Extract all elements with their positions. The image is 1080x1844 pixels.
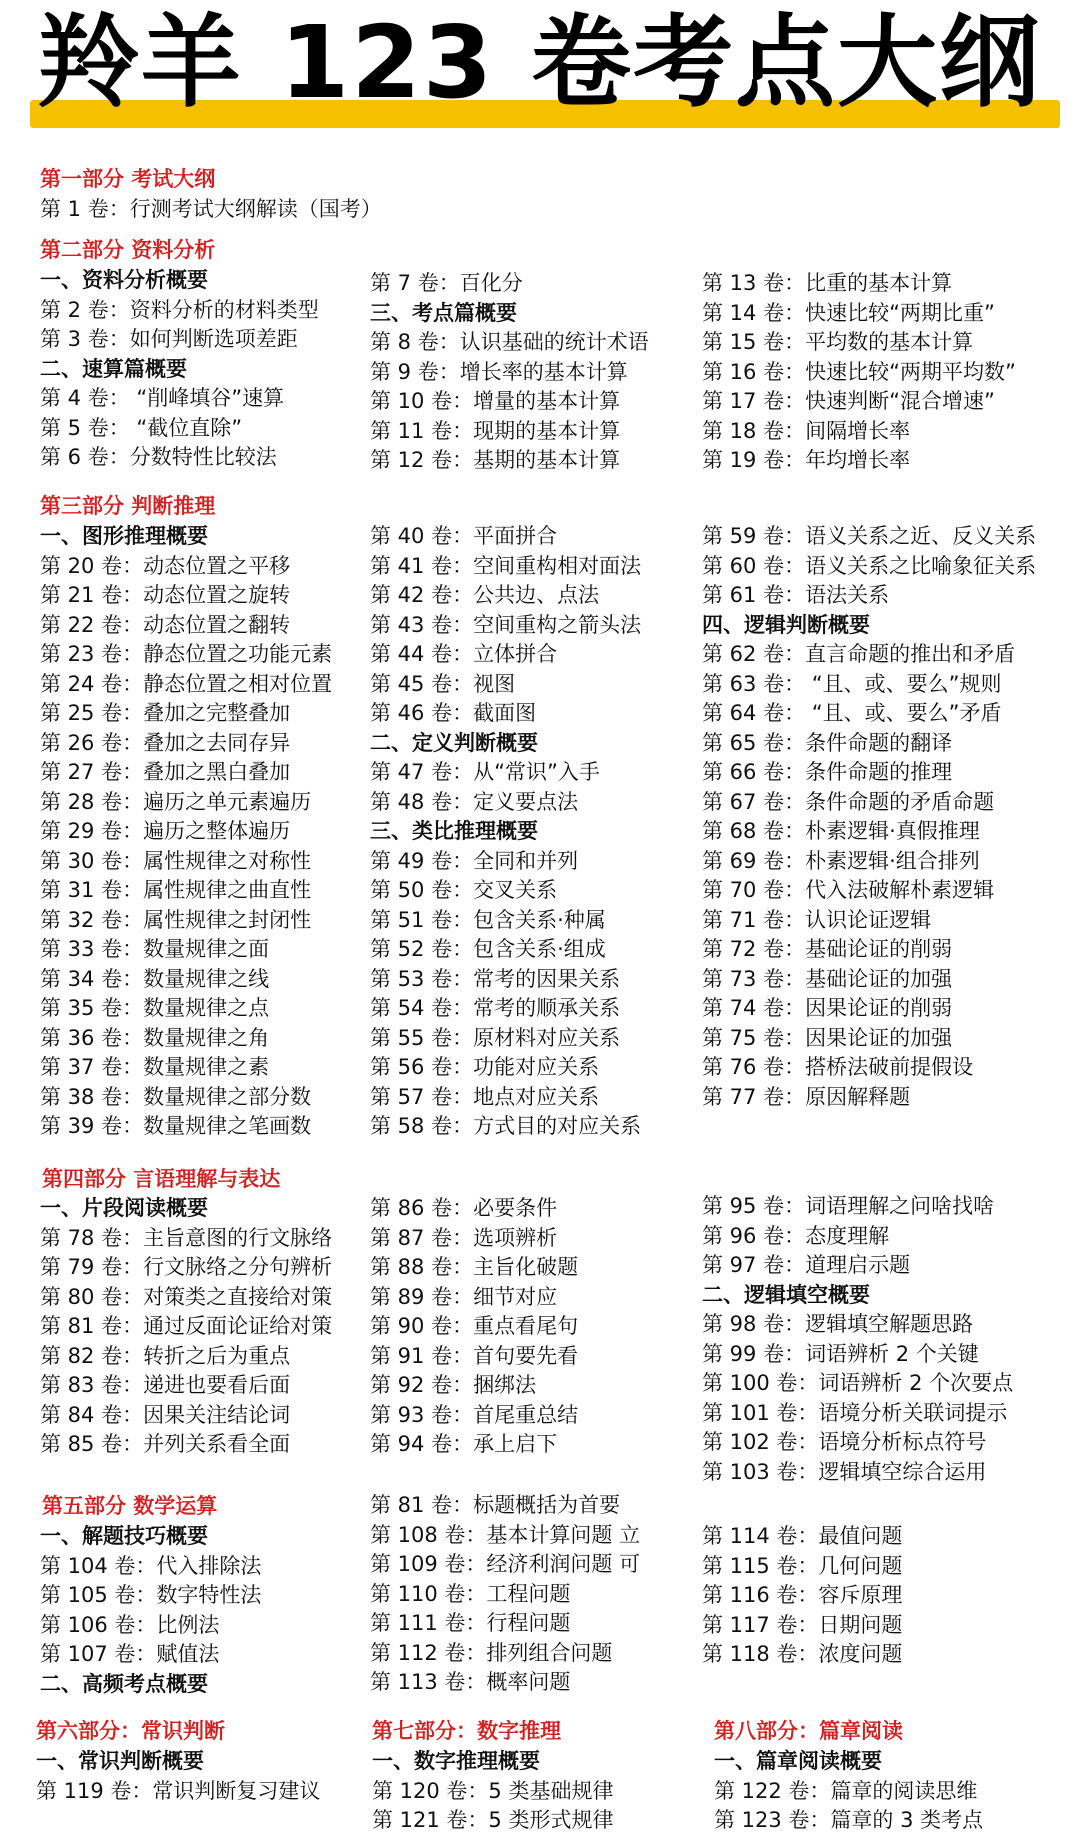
subsection-heading: 四、逻辑判断概要 <box>702 612 870 637</box>
volume-entry: 第 9 卷：增长率的基本计算 <box>370 359 628 384</box>
volume-entry: 第 73 卷：基础论证的加强 <box>702 966 953 991</box>
volume-entry: 第 116 卷：容斥原理 <box>702 1583 903 1607</box>
volume-entry: 第 24 卷：静态位置之相对位置 <box>40 671 333 696</box>
outline-column <box>372 1747 613 1836</box>
volume-entry: 第 54 卷：常考的顺承关系 <box>370 996 621 1020</box>
volume-entry: 第 117 卷：日期问题 <box>702 1612 903 1637</box>
volume-entry: 第 101 卷：语境分析关联词提示 <box>702 1400 1008 1425</box>
subsection-heading: 一、解题技巧概要 <box>40 1524 208 1548</box>
outline-column <box>370 1491 640 1698</box>
volume-entry: 第 88 卷：主旨化破题 <box>370 1255 579 1279</box>
volume-entry: 第 56 卷：功能对应关系 <box>370 1055 600 1079</box>
volume-entry: 第 50 卷：交叉关系 <box>370 878 558 902</box>
volume-entry: 第 59 卷：语义关系之近、反义关系 <box>702 524 1037 548</box>
volume-entry: 第 40 卷：平面拼合 <box>370 524 558 548</box>
volume-entry: 第 118 卷：浓度问题 <box>702 1642 903 1666</box>
volume-entry: 第 20 卷：动态位置之平移 <box>40 553 291 578</box>
section-header: 第二部分 资料分析 <box>40 238 216 262</box>
volume-entry: 第 69 卷：朴素逻辑·组合排列 <box>702 848 980 873</box>
volume-entry: 第 30 卷：属性规律之对称性 <box>40 848 312 873</box>
subsection-heading: 二、定义判断概要 <box>370 730 538 755</box>
volume-entry: 第 107 卷：赋值法 <box>40 1642 220 1666</box>
volume-entry: 第 41 卷：空间重构相对面法 <box>370 553 642 578</box>
volume-entry: 第 1 卷：行测考试大纲解读（国考） <box>40 197 382 221</box>
volume-entry: 第 19 卷：年均增长率 <box>702 448 911 472</box>
volume-entry: 第 79 卷：行文脉络之分句辨析 <box>40 1255 333 1279</box>
volume-entry: 第 26 卷：叠加之去同存异 <box>40 730 291 755</box>
volume-entry: 第 87 卷：选项辨析 <box>370 1225 558 1250</box>
section-header: 第一部分 考试大纲 <box>40 167 216 191</box>
volume-entry: 第 122 卷：篇章的阅读思维 <box>714 1778 978 1803</box>
volume-entry: 第 32 卷：属性规律之封闭性 <box>40 907 312 932</box>
volume-entry: 第 75 卷：因果论证的加强 <box>702 1025 953 1050</box>
outline-column <box>702 269 1016 476</box>
volume-entry: 第 25 卷：叠加之完整叠加 <box>40 701 291 725</box>
volume-entry: 第 45 卷：视图 <box>370 671 516 696</box>
volume-entry: 第 42 卷：公共边、点法 <box>370 583 600 607</box>
volume-entry: 第 82 卷：转折之后为重点 <box>40 1343 291 1368</box>
volume-entry: 第 2 卷：资料分析的材料类型 <box>40 297 319 322</box>
volume-entry: 第 39 卷：数量规律之笔画数 <box>40 1114 312 1138</box>
subsection-heading: 二、速算篇概要 <box>40 356 187 381</box>
section-header: 第七部分：数字推理 <box>372 1719 561 1743</box>
volume-entry: 第 28 卷：遍历之单元素遍历 <box>40 789 312 814</box>
volume-entry: 第 58 卷：方式目的对应关系 <box>370 1114 642 1138</box>
volume-entry: 第 37 卷：数量规律之素 <box>40 1055 270 1079</box>
volume-entry: 第 100 卷：词语辨析 2 个次要点 <box>702 1371 1014 1395</box>
volume-entry: 第 84 卷：因果关注结论词 <box>40 1402 291 1427</box>
volume-entry: 第 57 卷：地点对应关系 <box>370 1084 600 1109</box>
volume-entry: 第 105 卷：数字特性法 <box>40 1583 262 1607</box>
volume-entry: 第 103 卷：逻辑填空综合运用 <box>702 1459 987 1484</box>
volume-entry: 第 96 卷：态度理解 <box>702 1223 890 1248</box>
volume-entry: 第 46 卷：截面图 <box>370 701 537 725</box>
subsection-heading: 二、高频考点概要 <box>40 1671 208 1696</box>
subsection-heading: 三、类比推理概要 <box>370 819 538 843</box>
volume-entry: 第 6 卷：分数特性比较法 <box>40 445 277 469</box>
volume-entry: 第 44 卷：立体拼合 <box>370 642 558 666</box>
volume-entry: 第 55 卷：原材料对应关系 <box>370 1025 621 1050</box>
volume-entry: 第 70 卷：代入法破解朴素逻辑 <box>702 878 995 902</box>
volume-entry: 第 63 卷： “且、或、要么”规则 <box>702 671 1002 696</box>
volume-entry: 第 121 卷：5 类形式规律 <box>372 1808 614 1832</box>
volume-entry: 第 23 卷：静态位置之功能元素 <box>40 642 333 666</box>
volume-entry: 第 104 卷：代入排除法 <box>40 1553 262 1578</box>
title-area <box>0 0 1080 140</box>
page-title: 羚羊 123 卷考点大纲 <box>38 4 1042 121</box>
volume-entry: 第 94 卷：承上启下 <box>370 1432 558 1456</box>
outline-column <box>40 522 332 1142</box>
subsection-heading: 一、图形推理概要 <box>40 524 208 548</box>
outline-column <box>702 522 1036 1112</box>
outline-column <box>40 1194 332 1460</box>
volume-entry: 第 109 卷：经济利润问题 可 <box>370 1552 641 1576</box>
subsection-heading: 一、资料分析概要 <box>40 268 208 292</box>
volume-entry: 第 106 卷：比例法 <box>40 1612 220 1637</box>
volume-entry: 第 77 卷：原因解释题 <box>702 1084 911 1109</box>
outline-column <box>370 269 649 476</box>
volume-entry: 第 38 卷：数量规律之部分数 <box>40 1084 312 1109</box>
outline-column <box>702 1522 902 1670</box>
volume-entry: 第 16 卷：快速比较“两期平均数” <box>702 359 1016 384</box>
volume-entry: 第 68 卷：朴素逻辑·真假推理 <box>702 819 980 843</box>
volume-entry: 第 119 卷：常识判断复习建议 <box>36 1778 321 1803</box>
volume-entry: 第 81 卷：标题概括为首要 <box>370 1493 621 1517</box>
volume-entry: 第 66 卷：条件命题的推理 <box>702 760 953 784</box>
volume-entry: 第 114 卷：最值问题 <box>702 1524 903 1548</box>
volume-entry: 第 15 卷：平均数的基本计算 <box>702 330 974 354</box>
volume-entry: 第 52 卷：包含关系·组成 <box>370 937 606 961</box>
volume-entry: 第 98 卷：逻辑填空解题思路 <box>702 1312 974 1336</box>
volume-entry: 第 90 卷：重点看尾句 <box>370 1314 579 1338</box>
volume-entry: 第 115 卷：几何问题 <box>702 1553 903 1578</box>
subsection-heading: 一、篇章阅读概要 <box>714 1749 882 1773</box>
volume-entry: 第 34 卷：数量规律之线 <box>40 966 270 991</box>
outline-column <box>714 1747 983 1836</box>
volume-entry: 第 72 卷：基础论证的削弱 <box>702 937 953 961</box>
volume-entry: 第 49 卷：全同和并列 <box>370 848 579 873</box>
volume-entry: 第 64 卷： “且、或、要么”矛盾 <box>702 701 1002 725</box>
volume-entry: 第 76 卷：搭桥法破前提假设 <box>702 1055 974 1079</box>
volume-entry: 第 12 卷：基期的基本计算 <box>370 448 621 472</box>
volume-entry: 第 10 卷：增量的基本计算 <box>370 389 621 413</box>
volume-entry: 第 13 卷：比重的基本计算 <box>702 271 953 295</box>
subsection-heading: 二、逻辑填空概要 <box>702 1282 870 1307</box>
volume-entry: 第 123 卷：篇章的 3 类考点 <box>714 1808 984 1832</box>
volume-entry: 第 113 卷：概率问题 <box>370 1670 571 1694</box>
outline-column <box>702 1192 1013 1487</box>
volume-entry: 第 11 卷：现期的基本计算 <box>370 418 621 443</box>
volume-entry: 第 91 卷：首句要先看 <box>370 1343 579 1368</box>
volume-entry: 第 4 卷： “削峰填谷”速算 <box>40 386 285 410</box>
volume-entry: 第 22 卷：动态位置之翻转 <box>40 612 291 637</box>
volume-entry: 第 51 卷：包含关系·种属 <box>370 907 606 932</box>
volume-entry: 第 17 卷：快速判断“混合增速” <box>702 389 995 413</box>
section-header: 第四部分 言语理解与表达 <box>42 1167 281 1191</box>
volume-entry: 第 83 卷：递进也要看后面 <box>40 1373 291 1397</box>
volume-entry: 第 8 卷：认识基础的统计术语 <box>370 330 649 354</box>
subsection-heading: 一、数字推理概要 <box>372 1749 540 1773</box>
volume-entry: 第 31 卷：属性规律之曲直性 <box>40 878 312 902</box>
volume-entry: 第 14 卷：快速比较“两期比重” <box>702 300 995 325</box>
volume-entry: 第 7 卷：百化分 <box>370 271 523 295</box>
volume-entry: 第 60 卷：语义关系之比喻象征关系 <box>702 553 1037 578</box>
section-header: 第五部分 数学运算 <box>42 1494 218 1518</box>
volume-entry: 第 89 卷：细节对应 <box>370 1284 558 1309</box>
volume-entry: 第 67 卷：条件命题的矛盾命题 <box>702 789 995 814</box>
section-header: 第八部分：篇章阅读 <box>714 1719 903 1743</box>
volume-entry: 第 27 卷：叠加之黑白叠加 <box>40 760 291 784</box>
outline-column <box>40 1522 261 1699</box>
volume-entry: 第 71 卷：认识论证逻辑 <box>702 907 932 932</box>
volume-entry: 第 62 卷：直言命题的推出和矛盾 <box>702 642 1016 666</box>
volume-entry: 第 74 卷：因果论证的削弱 <box>702 996 953 1020</box>
volume-entry: 第 97 卷：道理启示题 <box>702 1253 911 1277</box>
outline-column <box>370 522 641 1142</box>
volume-entry: 第 35 卷：数量规律之点 <box>40 996 270 1020</box>
volume-entry: 第 110 卷：工程问题 <box>370 1581 571 1606</box>
volume-entry: 第 108 卷：基本计算问题 立 <box>370 1522 641 1547</box>
volume-entry: 第 92 卷：捆绑法 <box>370 1373 537 1397</box>
volume-entry: 第 3 卷：如何判断选项差距 <box>40 327 298 351</box>
volume-entry: 第 120 卷：5 类基础规律 <box>372 1778 614 1803</box>
volume-entry: 第 48 卷：定义要点法 <box>370 789 579 814</box>
volume-entry: 第 78 卷：主旨意图的行文脉络 <box>40 1225 333 1250</box>
volume-entry: 第 33 卷：数量规律之面 <box>40 937 270 961</box>
subsection-heading: 一、片段阅读概要 <box>40 1196 208 1220</box>
subsection-heading: 一、常识判断概要 <box>36 1749 204 1773</box>
volume-entry: 第 61 卷：语法关系 <box>702 583 890 607</box>
volume-entry: 第 29 卷：遍历之整体遍历 <box>40 819 291 843</box>
volume-entry: 第 102 卷：语境分析标点符号 <box>702 1430 987 1454</box>
outline-column <box>40 195 382 225</box>
volume-entry: 第 95 卷：词语理解之问啥找啥 <box>702 1194 995 1218</box>
volume-entry: 第 93 卷：首尾重总结 <box>370 1402 579 1427</box>
section-header: 第六部分：常识判断 <box>36 1719 225 1743</box>
volume-entry: 第 65 卷：条件命题的翻译 <box>702 730 953 755</box>
subsection-heading: 三、考点篇概要 <box>370 300 517 325</box>
outline-column <box>40 266 319 473</box>
volume-entry: 第 112 卷：排列组合问题 <box>370 1640 613 1665</box>
volume-entry: 第 86 卷：必要条件 <box>370 1196 558 1220</box>
volume-entry: 第 111 卷：行程问题 <box>370 1611 571 1635</box>
volume-entry: 第 21 卷：动态位置之旋转 <box>40 583 291 607</box>
volume-entry: 第 99 卷：词语辨析 2 个关键 <box>702 1341 979 1366</box>
outline-column <box>36 1747 320 1806</box>
outline-column <box>370 1194 578 1460</box>
volume-entry: 第 47 卷：从“常识”入手 <box>370 760 600 784</box>
volume-entry: 第 85 卷：并列关系看全面 <box>40 1432 291 1456</box>
volume-entry: 第 36 卷：数量规律之角 <box>40 1025 270 1050</box>
volume-entry: 第 80 卷：对策类之直接给对策 <box>40 1284 333 1309</box>
volume-entry: 第 5 卷： “截位直除” <box>40 415 243 440</box>
volume-entry: 第 18 卷：间隔增长率 <box>702 418 911 443</box>
volume-entry: 第 81 卷：通过反面论证给对策 <box>40 1314 333 1338</box>
section-header: 第三部分 判断推理 <box>40 494 216 518</box>
volume-entry: 第 53 卷：常考的因果关系 <box>370 966 621 991</box>
volume-entry: 第 43 卷：空间重构之箭头法 <box>370 612 642 637</box>
